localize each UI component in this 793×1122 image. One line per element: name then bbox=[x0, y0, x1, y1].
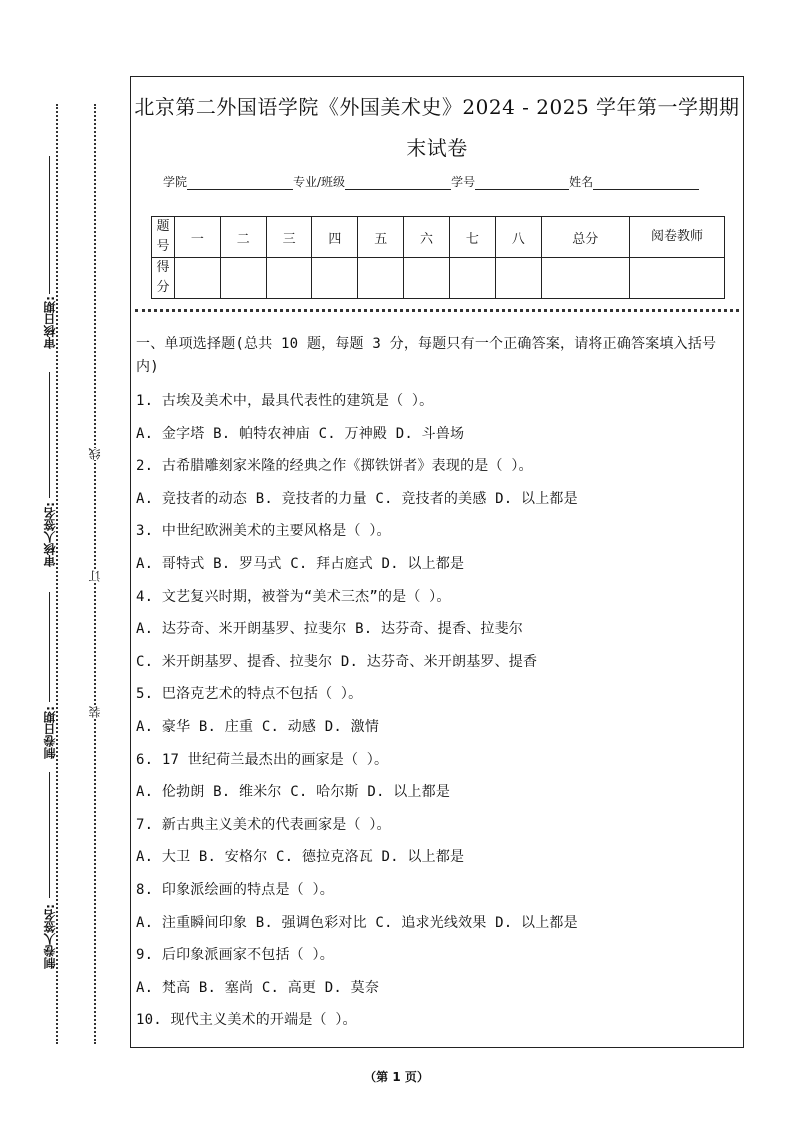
col-4: 四 bbox=[312, 217, 358, 258]
score-cell[interactable] bbox=[404, 258, 450, 299]
question-number-row bbox=[152, 217, 725, 258]
binding-char-bind: 装 bbox=[88, 706, 102, 718]
question-text: 4. 文艺复兴时期，被誉为“美术三杰”的是（ ）。 bbox=[136, 588, 451, 605]
col-7: 七 bbox=[449, 217, 495, 258]
question-text: 3. 中世纪欧洲美术的主要风格是（ ）。 bbox=[136, 523, 391, 540]
col-3: 三 bbox=[266, 217, 312, 258]
paper-maker-signature-label: 制卷人签名: bbox=[43, 904, 57, 969]
score-cell[interactable] bbox=[541, 258, 629, 299]
question-list bbox=[136, 333, 736, 1037]
question-text: 8. 印象派绘画的特点是（ ）。 bbox=[136, 881, 334, 898]
student-id-label: 学号 bbox=[451, 175, 476, 189]
section-heading: 一、单项选择题(总共 10 题，每题 3 分，每题只有一个正确答案，请将正确答案填入括号内) bbox=[136, 336, 717, 375]
score-cell[interactable] bbox=[220, 258, 266, 299]
answer-options: A. 哥特式 B. 罗马式 C. 拜占庭式 D. 以上都是 bbox=[136, 555, 465, 572]
score-cell[interactable] bbox=[358, 258, 404, 299]
signature-line bbox=[49, 156, 50, 294]
question-text: 2. 古希腊雕刻家米隆的经典之作《掷铁饼者》表现的是（ ）。 bbox=[136, 458, 533, 475]
exam-title-cont: 末试卷 bbox=[406, 136, 468, 160]
grader-label: 阅卷教师 bbox=[630, 217, 725, 258]
student-info-row bbox=[163, 173, 723, 190]
question-text: 1. 古埃及美术中，最具代表性的建筑是（ ）。 bbox=[136, 393, 434, 409]
score-label: 得分 bbox=[152, 258, 175, 299]
name-field[interactable] bbox=[593, 176, 699, 190]
major-class-label: 专业/班级 bbox=[293, 175, 346, 189]
score-cell[interactable] bbox=[312, 258, 358, 299]
answer-options: A. 豪华 B. 庄重 C. 动感 D. 激情 bbox=[136, 718, 380, 735]
score-cell[interactable] bbox=[630, 258, 725, 299]
answer-options: A. 梵高 B. 塞尚 C. 高更 D. 莫奈 bbox=[136, 979, 380, 996]
exam-title: 北京第二外国语学院《外国美术史》2024 - 2025 学年第一学期期 bbox=[134, 95, 740, 119]
answer-options: A. 注重瞬间印象 B. 强调色彩对比 C. 追求光线效果 D. 以上都是 bbox=[136, 914, 578, 931]
answer-options: C. 米开朗基罗、提香、拉斐尔 D. 达芬奇、米开朗基罗、提香 bbox=[136, 653, 538, 670]
answer-options: A. 达芬奇、米开朗基罗、拉斐尔 B. 达芬奇、提香、拉斐尔 bbox=[136, 621, 523, 638]
score-cell[interactable] bbox=[175, 258, 221, 299]
col-total: 总分 bbox=[541, 217, 629, 258]
page-number: （第 1 页） bbox=[364, 1070, 429, 1084]
section-separator bbox=[135, 309, 739, 312]
score-cell[interactable] bbox=[495, 258, 541, 299]
name-label: 姓名 bbox=[569, 175, 594, 189]
answer-options: A. 大卫 B. 安格尔 C. 德拉克洛瓦 D. 以上都是 bbox=[136, 849, 465, 866]
col-1: 一 bbox=[175, 217, 221, 258]
paper-date-label: 制卷日期: bbox=[43, 706, 57, 759]
exam-frame bbox=[130, 76, 744, 1048]
college-label: 学院 bbox=[163, 175, 188, 189]
answer-options: A. 金字塔 B. 帕特农神庙 C. 万神殿 D. 斗兽场 bbox=[136, 425, 465, 442]
col-8: 八 bbox=[495, 217, 541, 258]
col-6: 六 bbox=[404, 217, 450, 258]
col-5: 五 bbox=[358, 217, 404, 258]
score-cell[interactable] bbox=[449, 258, 495, 299]
major-class-field[interactable] bbox=[345, 176, 451, 190]
signature-line bbox=[49, 372, 50, 498]
question-text: 10. 现代主义美术的开端是（ ）。 bbox=[136, 1012, 357, 1029]
answer-options: A. 伦勃朗 B. 维米尔 C. 哈尔斯 D. 以上都是 bbox=[136, 784, 451, 801]
binding-char-staple: 订 bbox=[88, 570, 102, 582]
binding-char-line: 线 bbox=[88, 448, 102, 460]
review-date-label: 审核日期: bbox=[43, 296, 57, 349]
score-table bbox=[151, 216, 725, 299]
college-field[interactable] bbox=[187, 176, 293, 190]
answer-options: A. 竞技者的动态 B. 竞技者的力量 C. 竞技者的美感 D. 以上都是 bbox=[136, 490, 578, 507]
question-text: 9. 后印象派画家不包括（ ）。 bbox=[136, 947, 334, 964]
signature-line bbox=[49, 592, 50, 702]
question-text: 6. 17 世纪荷兰最杰出的画家是（ ）。 bbox=[136, 751, 389, 768]
col-2: 二 bbox=[220, 217, 266, 258]
score-row bbox=[152, 258, 725, 299]
question-text: 7. 新古典主义美术的代表画家是（ ）。 bbox=[136, 816, 391, 833]
score-cell[interactable] bbox=[266, 258, 312, 299]
question-text: 5. 巴洛克艺术的特点不包括（ ）。 bbox=[136, 686, 363, 703]
signature-line bbox=[49, 772, 50, 898]
reviewer-signature-label: 审核人签名: bbox=[43, 502, 57, 567]
student-id-field[interactable] bbox=[475, 176, 569, 190]
question-number-label: 题号 bbox=[152, 217, 175, 258]
